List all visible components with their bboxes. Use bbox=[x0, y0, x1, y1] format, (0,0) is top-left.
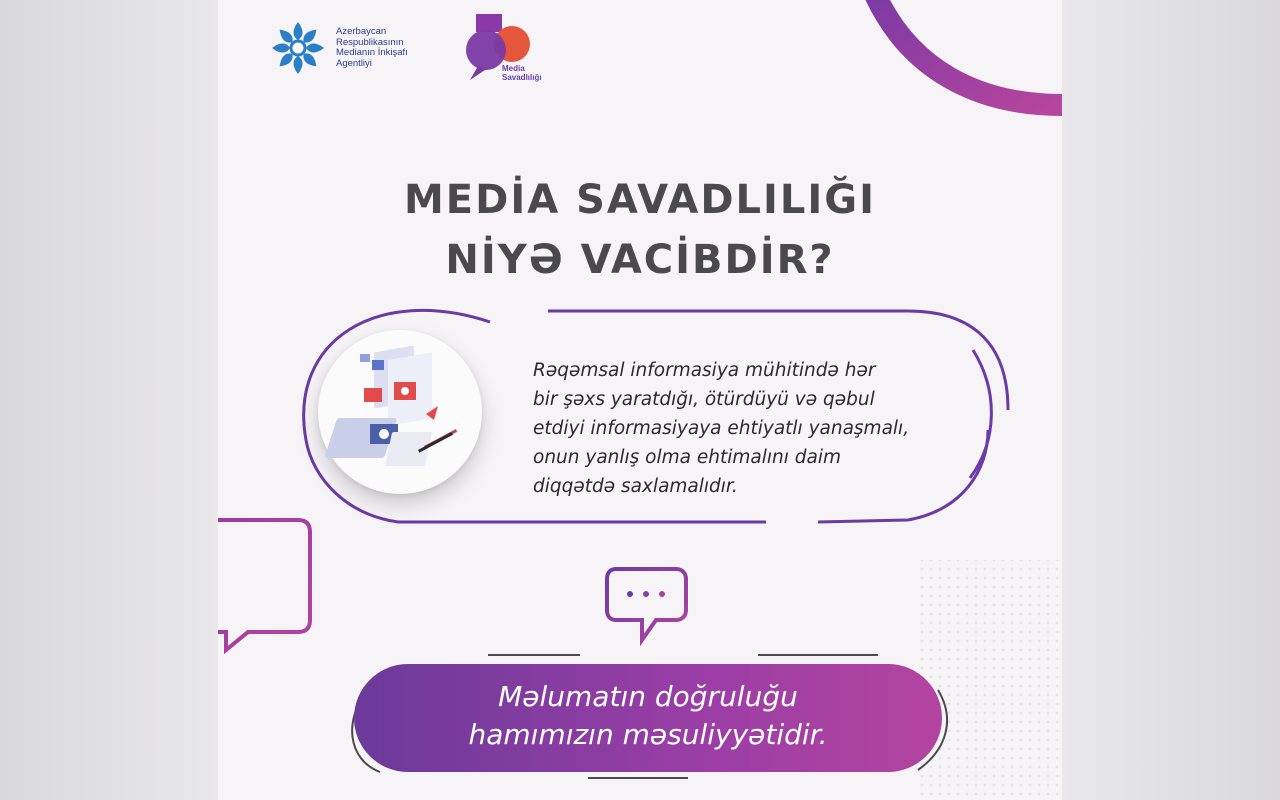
slogan-banner bbox=[354, 664, 942, 772]
info-frame-right bbox=[970, 350, 991, 478]
agency-name: Azerbaycan Respublikasının Medianın İnkişafı Agentliyi bbox=[336, 26, 408, 69]
media-literacy-logo bbox=[458, 14, 542, 90]
news-documents-icon bbox=[318, 330, 482, 494]
poster bbox=[218, 0, 1062, 800]
left-margin bbox=[0, 0, 218, 800]
agency-logo bbox=[270, 20, 436, 76]
slogan-text: Məlumatın doğruluğu hamımızın məsuliyyətidir. bbox=[468, 680, 828, 751]
agency-emblem-icon bbox=[270, 20, 326, 76]
left-speech-box bbox=[218, 520, 310, 650]
chat-bubble bbox=[604, 566, 690, 650]
chat-bubble-icon bbox=[604, 566, 690, 646]
illustration-circle bbox=[318, 330, 482, 494]
right-margin bbox=[1062, 0, 1280, 800]
media-literacy-logo-text: Media Savadlılığı bbox=[502, 64, 542, 82]
headline: MEDİA SAVADLILIĞI NİYƏ VACİBDİR? bbox=[403, 177, 876, 283]
info-paragraph: Rəqəmsal informasiya mühitində hər bir şəxs yaratdığı, ötürdüyü və qəbul etdiyi informasiyaya ehtiyatlı yanaşmalı, onun yanlış olma ehtimalını daim diqqətdə saxlamalıdır. bbox=[533, 360, 910, 497]
top-right-arc bbox=[873, 0, 1062, 105]
